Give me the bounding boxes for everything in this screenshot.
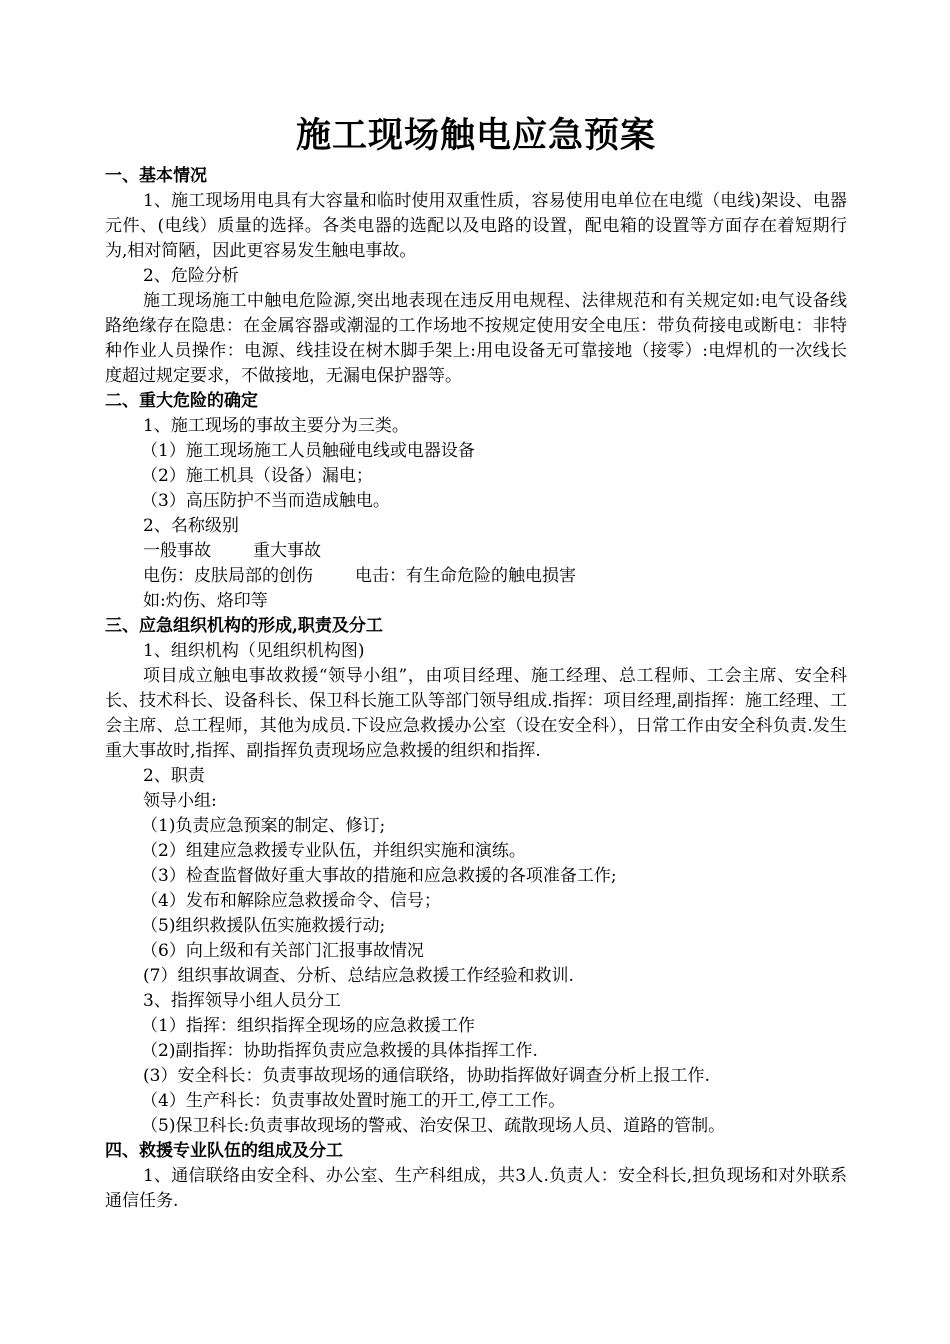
list-item: （1）施工现场施工人员触碰电线或电器设备 <box>141 441 475 461</box>
role-item: （5)保卫科长:负责事故现场的警戒、治安保卫、疏散现场人员、道路的管制。 <box>141 1116 726 1136</box>
section-heading-1: 一、基本情况 <box>105 166 207 186</box>
paragraph-communication-team: 1、通信联络由安全科、办公室、生产科组成，共3人.负责人：安全科长,担负现场和对外联系通信任务. <box>105 1166 847 1211</box>
duty-item: （3）检查监督做好重大事故的措施和应急救援的各项准备工作; <box>141 866 617 886</box>
section-heading-4: 四、救援专业队伍的组成及分工 <box>105 1141 343 1161</box>
injury-row <box>105 564 847 589</box>
list-item: （2）施工机具（设备）漏电； <box>141 466 373 486</box>
role-item: （1）指挥：组织指挥全现场的应急救援工作 <box>141 1016 475 1036</box>
list-item: 3、指挥领导小组人员分工 <box>143 991 341 1011</box>
duty-item: （2）组建应急救援专业队伍，并组织实施和演练。 <box>141 841 526 861</box>
list-item: 1、组织机构（见组织机构图) <box>143 641 365 661</box>
duty-item: （1)负责应急预案的制定、修订; <box>141 816 386 836</box>
role-item: （4）生产科长：负责事故处置时施工的开工,停工工作。 <box>141 1091 566 1111</box>
role-item: （2)副指挥：协助指挥负责应急救援的具体指挥工作. <box>141 1041 538 1061</box>
list-item: 2、名称级别 <box>143 516 239 536</box>
paragraph-risk-analysis: 施工现场施工中触电危险源,突出地表现在违反用电规程、法律规范和有关规定如:电气设备线路绝缘存在隐患：在金属容器或潮湿的工作场地不按规定使用安全电压：带负荷接电或断电：非特种作业人员操作：电源、线挂设在树木脚手架上:用电设备无可靠接地（接零）:电焊机的一次线长度超过规定要求，不做接地，无漏电保护器等。 <box>105 291 847 386</box>
level-general: 一般事故 <box>143 541 211 561</box>
duty-item: （6）向上级和有关部门汇报事故情况 <box>141 941 424 961</box>
duty-item: （5)组织救援队伍实施救援行动; <box>141 916 386 936</box>
document-page <box>105 110 847 1214</box>
role-item: (3）安全科长：负责事故现场的通信联络，协助指挥做好调查分析上报工作. <box>143 1066 710 1086</box>
paragraph-organization: 项目成立触电事故救援“领导小组”，由项目经理、施工经理、总工程师、工会主席、安全科长、技术科长、设备科长、保卫科长施工队等部门领导组成.指挥：项目经理,副指挥：施工经理、工会主席、总工程师，其他为成员.下设应急救援办公室（设在安全科），日常工作由安全科负责.发生重大事故时,指挥、副指挥负责现场应急救援的组织和指挥. <box>105 666 847 761</box>
duty-item: （4）发布和解除应急救援命令、信号； <box>141 891 441 911</box>
list-item: 领导小组: <box>143 791 217 811</box>
section-heading-2: 二、重大危险的确定 <box>105 391 258 411</box>
injury-electric-shock: 电击：有生命危险的触电损害 <box>355 566 576 586</box>
document-title: 施工现场触电应急预案 <box>295 115 656 156</box>
level-row <box>105 539 847 564</box>
list-item: （3）高压防护不当而造成触电。 <box>141 491 390 511</box>
list-item: 如:灼伤、烙印等 <box>143 591 268 611</box>
list-item: 2、职责 <box>143 766 205 786</box>
duty-item: (7）组织事故调查、分析、总结应急救援工作经验和救训. <box>143 966 574 986</box>
injury-electric-burn: 电伤：皮肤局部的创伤 <box>143 566 313 586</box>
section-heading-3: 三、应急组织机构的形成,职责及分工 <box>105 616 383 636</box>
subheading-risk-analysis: 2、危险分析 <box>143 266 239 286</box>
level-major: 重大事故 <box>253 541 321 561</box>
list-item: 1、施工现场的事故主要分为三类。 <box>143 416 409 436</box>
paragraph-basic-situation: 1、施工现场用电具有大容量和临时使用双重性质，容易使用电单位在电缆（电线)架设、电器元件、(电线）质量的选择。各类电器的选配以及电路的设置，配电箱的设置等方面存在着短期行为,相对简陋，因此更容易发生触电事故。 <box>105 191 847 261</box>
